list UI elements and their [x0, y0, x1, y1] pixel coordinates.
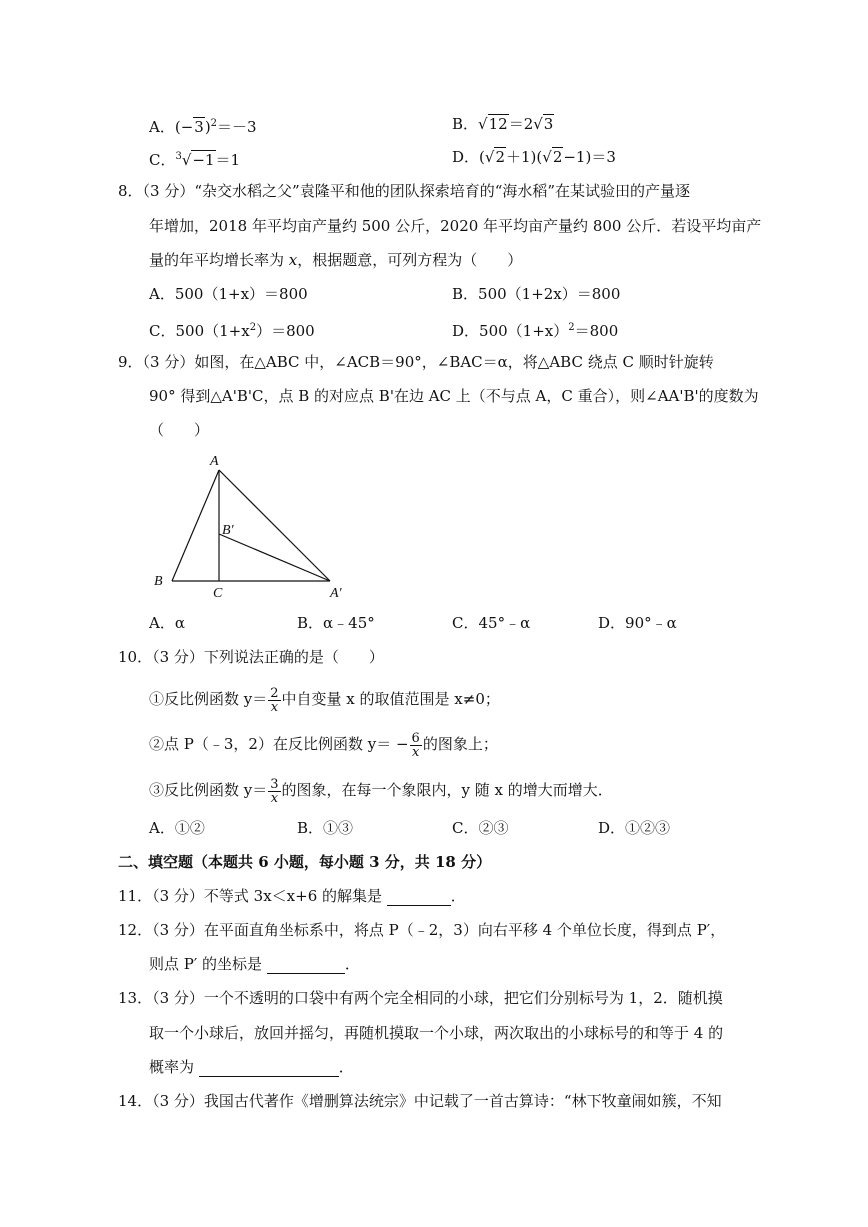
q12-line-1: 12．（3 分）在平面直角坐标系中，将点 P（﹣2，3）向右平移 4 个单位长度，得到点 P′， [118, 921, 726, 939]
sqrt-symbol: 3 [194, 118, 204, 136]
q7-option-b: B．√12＝2√3 [452, 115, 554, 133]
triangle-figure [150, 450, 360, 600]
q10-option-c: C．②③ [452, 819, 509, 837]
q9-option-a: A．α [149, 614, 185, 632]
label-b-prime: B' [222, 523, 234, 538]
q7-option-d: D．(√2＋1)(√2−1)＝3 [452, 148, 616, 166]
q9-option-c: C．45°﹣α [452, 614, 531, 632]
fraction: $\frac{3}{x}$ [270, 776, 279, 806]
q9-line-2: 90° 得到△A'B'C，点 B 的对应点 B'在边 AC 上（不与点 A，C 重合），则∠AA'B'的度数为 [149, 387, 759, 405]
q9-line-1: 9．（3 分）如图，在△ABC 中，∠ACB＝90°，∠BAC＝α，将△ABC 绕点 C 顺时针旋转 [118, 353, 714, 371]
q7-option-c: C．$^3$√−1＝1 [149, 151, 241, 169]
section-heading: 二、填空题（本题共 6 小题，每小题 3 分，共 18 分） [118, 853, 492, 871]
q13-line-1: 13．（3 分）一个不透明的口袋中有两个完全相同的小球，把它们分别标号为 1，2．随机摸 [118, 989, 723, 1007]
q8-option-c: C．$500(1+x^2)=800$ [149, 322, 315, 340]
q8-option-a: A．500（1+x）＝800 [149, 285, 308, 303]
q14-line-1: 14．（3 分）我国古代著作《增删算法统宗》中记载了一首古算诗：“林下牧童闹如簇，不知 [118, 1092, 722, 1110]
answer-blank[interactable] [199, 1060, 339, 1077]
segment-b-prime-a-prime [219, 534, 330, 581]
answer-blank[interactable] [267, 957, 345, 974]
q13-line-3: 概率为 ． [149, 1058, 354, 1076]
answer-blank[interactable] [387, 889, 451, 906]
q10-option-b: B．①③ [297, 819, 354, 837]
q10-option-d: D．①②③ [598, 819, 671, 837]
q10-title: 10．（3 分）下列说法正确的是（ ） [118, 648, 384, 666]
q9-line-3: （ ） [149, 421, 210, 439]
q12-line-2: 则点 P′ 的坐标是 ． [149, 955, 360, 973]
q7-option-a: A．$(-3)^2=-3$ [149, 118, 257, 136]
segment-ab [172, 470, 219, 581]
label-a: A [210, 454, 219, 469]
label-a-prime: A' [330, 586, 342, 600]
segment-aa-prime [219, 470, 330, 581]
label-b: B [154, 574, 163, 589]
fraction: $\frac{2}{x}$ [270, 685, 279, 715]
fraction: $\frac{6}{x}$ [411, 730, 420, 760]
q9-option-d: D．90°﹣α [598, 614, 677, 632]
q8-line-3: 量的年平均增长率为 x，根据题意，可列方程为（ ） [149, 251, 523, 269]
q10-statement-1: ①反比例函数 y＝ $\frac{2}{x}$ 中自变量 x 的取值范围是 x≠0； [149, 685, 500, 715]
q8-line-2: 年增加，2018 年平均亩产量约 500 公斤，2020 年平均亩产量约 800 公斤．若设平均亩产 [149, 217, 762, 235]
label-c: C [213, 586, 223, 600]
q8-option-b: B．500（1+2x）＝800 [452, 285, 621, 303]
q13-line-2: 取一个小球后，放回并摇匀，再随机摸取一个小球，两次取出的小球标号的和等于 4 的 [149, 1024, 724, 1042]
q11: 11．（3 分）不等式 3x＜x+6 的解集是 ． [118, 887, 466, 905]
q10-statement-2: ②点 P（﹣3，2）在反比例函数 y＝ − $\frac{6}{x}$ 的图象上； [149, 730, 498, 760]
q8-line-1: 8．（3 分）“杂交水稻之父”袁隆平和他的团队探索培育的“海水稻”在某试验田的产量逐 [118, 182, 691, 200]
q10-statement-3: ③反比例函数 y＝ $\frac{3}{x}$ 的图象，在每一个象限内，y 随 x 的增大而增大． [149, 776, 613, 806]
q9-option-b: B．α﹣45° [297, 614, 375, 632]
q10-option-a: A．①② [149, 819, 205, 837]
q8-option-d: D．$500(1+x)^2=800$ [452, 322, 619, 340]
